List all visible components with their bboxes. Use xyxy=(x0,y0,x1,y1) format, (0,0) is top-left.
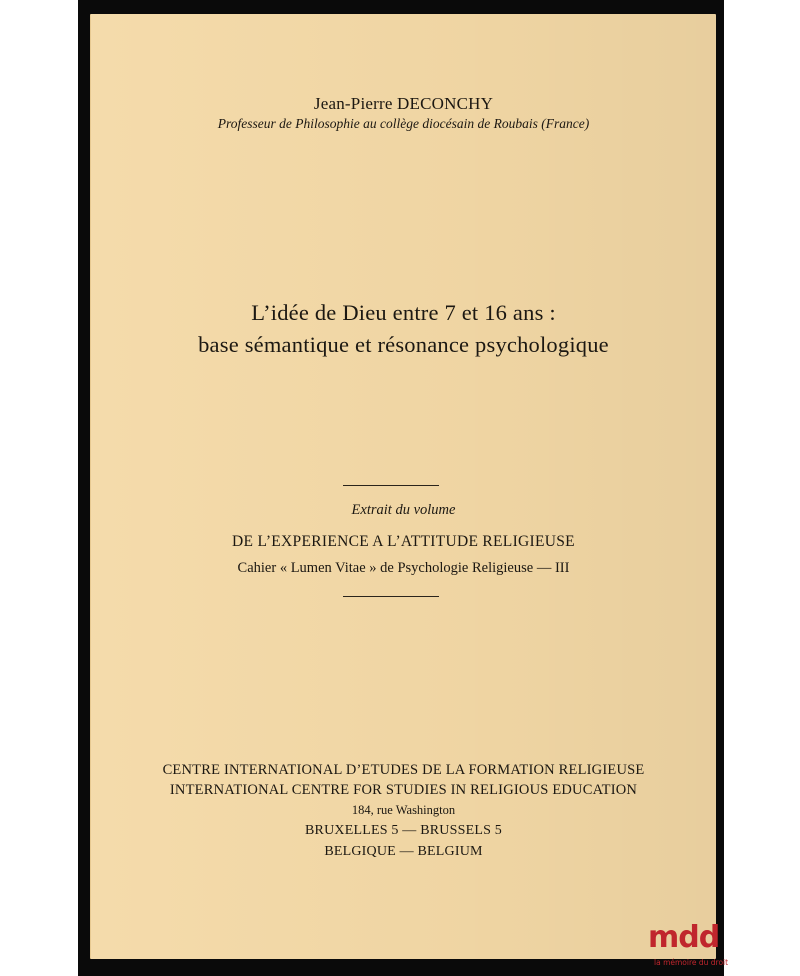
publisher-english: INTERNATIONAL CENTRE FOR STUDIES IN RELIGIOUS EDUCATION xyxy=(169,782,638,798)
author-name: Jean-Pierre DECONCHY xyxy=(313,94,494,113)
title-line-1: L’idée de Dieu entre 7 et 16 ans : xyxy=(251,300,556,325)
mdd-logo xyxy=(646,918,800,976)
divider-bottom xyxy=(343,596,439,597)
cahier-line: Cahier « Lumen Vitae » de Psychologie Religieuse — III xyxy=(237,560,570,576)
mdd-logo-mark: mdd xyxy=(648,920,720,955)
title-line-2: base sémantique et résonance psychologique xyxy=(198,332,609,357)
publisher-country: BELGIQUE — BELGIUM xyxy=(324,844,483,859)
mdd-logo-tagline: la mémoire du droit xyxy=(654,958,729,967)
book-cover xyxy=(90,14,716,959)
volume-title: DE L’EXPERIENCE A L’ATTITUDE RELIGIEUSE xyxy=(232,533,575,550)
publisher-french: CENTRE INTERNATIONAL D’ETUDES DE LA FORMATION RELIGIEUSE xyxy=(162,762,645,778)
divider-top xyxy=(343,485,439,486)
publisher-city: BRUXELLES 5 — BRUSSELS 5 xyxy=(305,823,502,838)
author-affiliation: Professeur de Philosophie au collège diocésain de Roubais (France) xyxy=(217,116,590,131)
extract-label: Extrait du volume xyxy=(351,502,456,518)
publisher-address: 184, rue Washington xyxy=(351,803,456,817)
